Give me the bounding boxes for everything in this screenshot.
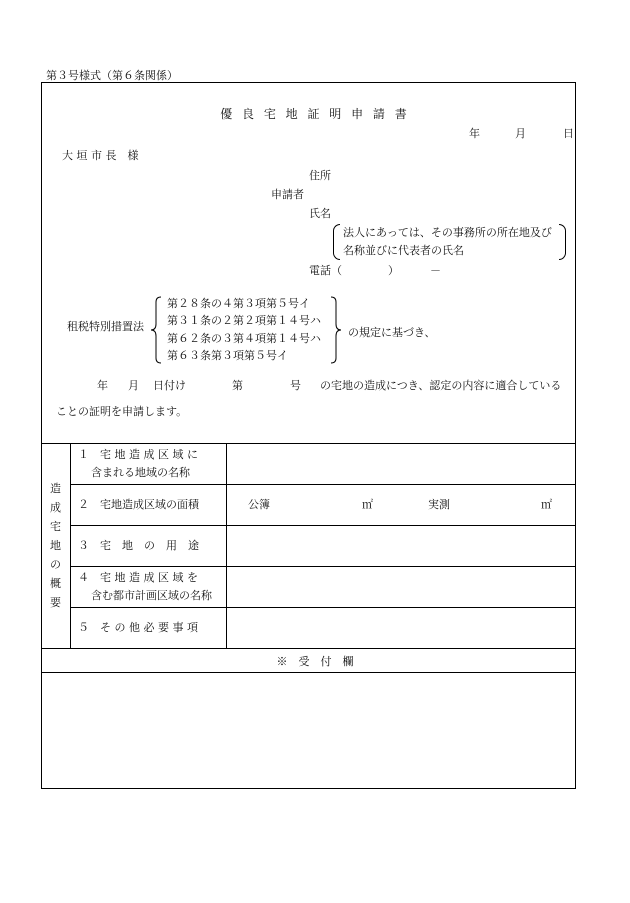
side-char-3: 宅 (50, 520, 61, 533)
row5-label: ５ そ の 他 必 要 事 項 (78, 621, 198, 634)
law-article-1: 第２８条の４第３項第５号イ (167, 297, 310, 310)
phone-dash: － (430, 264, 441, 277)
table-bottom-line (41, 648, 576, 649)
phone-close: ） (388, 264, 399, 277)
note-open-paren (333, 224, 340, 260)
body-month: 月 (128, 379, 139, 392)
corporate-note-line2: 名称並びに代表者の氏名 (343, 244, 464, 257)
side-char-7: 要 (50, 596, 61, 609)
actual-area-unit: ㎡ (541, 498, 552, 511)
table-label-divider (226, 443, 227, 648)
row1-label-line2: 含まれる地域の名称 (91, 466, 190, 479)
official-area-unit: ㎡ (362, 498, 373, 511)
phone-label: 電話（ (309, 264, 342, 277)
body-year: 年 (97, 379, 108, 392)
date-year[interactable]: 年 (469, 127, 480, 140)
law-article-2: 第３１条の２第２項第１４号ハ (167, 314, 321, 327)
form-number: 第３号様式（第６条関係） (46, 69, 178, 82)
row2-label: ２ 宅地造成区域の面積 (78, 498, 199, 511)
body-go: 号 (290, 379, 301, 392)
body-date-suffix: 日付け (153, 379, 186, 392)
reception-label: ※ 受 付 欄 (276, 655, 354, 668)
row4-label-line1: ４ 宅 地 造 成 区 域 を (78, 571, 198, 584)
side-char-1: 造 (50, 482, 61, 495)
row-divider-3 (70, 566, 576, 567)
note-close-paren (559, 224, 566, 260)
law-close-brace (330, 296, 342, 364)
row3-value-cell[interactable] (232, 532, 572, 560)
date-month[interactable]: 月 (515, 127, 526, 140)
address-label: 住所 (309, 169, 331, 182)
side-char-2: 成 (50, 501, 61, 514)
actual-area-label: 実測 (428, 498, 450, 511)
body-dai: 第 (232, 379, 243, 392)
row4-label-line2: 含む都市計画区域の名称 (91, 589, 212, 602)
date-day[interactable]: 日 (563, 127, 574, 140)
row-divider-1 (70, 484, 576, 485)
reception-line (41, 672, 576, 673)
row-divider-2 (70, 525, 576, 526)
applicant-label: 申請者 (271, 188, 304, 201)
row-divider-4 (70, 607, 576, 608)
name-label: 氏名 (309, 207, 331, 220)
form-title (0, 108, 630, 120)
row5-value-cell[interactable] (232, 614, 572, 642)
table-top-line (41, 443, 576, 444)
reception-area (46, 678, 571, 783)
side-char-6: 概 (50, 577, 61, 590)
table-side-divider (70, 443, 71, 648)
corporate-note-line1: 法人にあっては、その事務所の所在地及び (343, 226, 552, 239)
official-area-label: 公簿 (248, 498, 270, 511)
law-article-3: 第６２条の３第４項第１４号ハ (167, 332, 321, 345)
body-text-1: の宅地の造成につき、認定の内容に適合している (320, 379, 562, 392)
row1-value-cell[interactable] (232, 450, 572, 478)
addressee: 大 垣 市 長 様 (62, 149, 139, 162)
row3-label: ３ 宅 地 の 用 途 (78, 539, 199, 552)
row1-label-line1: １ 宅 地 造 成 区 域 に (78, 448, 198, 461)
law-name: 租税特別措置法 (67, 320, 144, 333)
law-suffix: の規定に基づき、 (348, 326, 436, 339)
side-char-4: 地 (50, 539, 61, 552)
body-text-2: ことの証明を申請します。 (56, 405, 188, 418)
law-article-4: 第６３条第３項第５号イ (167, 349, 288, 362)
row4-value-cell[interactable] (232, 573, 572, 601)
side-char-5: の (50, 558, 61, 571)
form-title-text: 優 良 宅 地 証 明 申 請 書 (220, 107, 410, 121)
law-open-brace (150, 296, 162, 364)
